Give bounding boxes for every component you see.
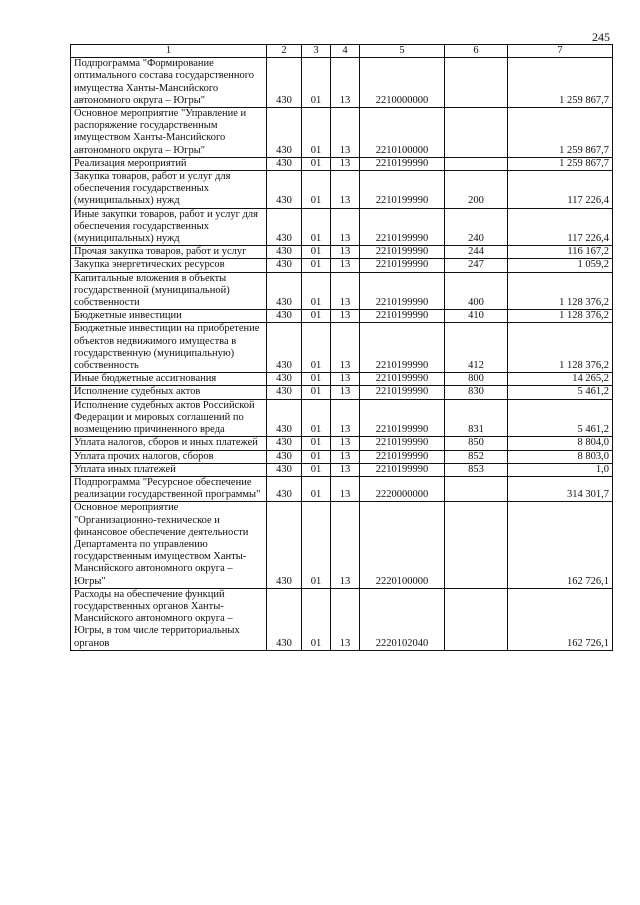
expense-type-cell: 247 <box>445 259 508 272</box>
amount-cell: 1 259 867,7 <box>508 108 613 158</box>
expense-type-cell: 240 <box>445 208 508 246</box>
row-name-cell: Иные закупки товаров, работ и услуг для обеспечения государственных (муниципальных) нужд <box>71 208 267 246</box>
amount-cell: 162 726,1 <box>508 502 613 588</box>
section-code-cell: 01 <box>302 450 331 463</box>
row-name-cell: Иные бюджетные ассигнования <box>71 373 267 386</box>
target-article-cell: 2210100000 <box>360 108 445 158</box>
admin-code-cell: 430 <box>267 588 302 650</box>
subsection-code-cell: 13 <box>331 208 360 246</box>
row-name-cell: Бюджетные инвестиции на приобретение объектов недвижимого имущества в государственную (муниципальную) собственность <box>71 323 267 373</box>
expense-type-cell <box>445 157 508 170</box>
table-row <box>71 272 613 310</box>
section-code-cell: 01 <box>302 108 331 158</box>
row-name-cell: Прочая закупка товаров, работ и услуг <box>71 246 267 259</box>
expense-type-cell: 400 <box>445 272 508 310</box>
row-name-cell: Уплата иных платежей <box>71 463 267 476</box>
section-code-cell: 01 <box>302 157 331 170</box>
target-article-cell: 2220000000 <box>360 476 445 501</box>
target-article-cell: 2210199990 <box>360 171 445 209</box>
table-row <box>71 588 613 650</box>
table-row <box>71 310 613 323</box>
table-row <box>71 476 613 501</box>
admin-code-cell: 430 <box>267 386 302 399</box>
subsection-code-cell: 13 <box>331 373 360 386</box>
table-row <box>71 399 613 437</box>
table-row <box>71 171 613 209</box>
expense-type-cell: 200 <box>445 171 508 209</box>
target-article-cell: 2210199990 <box>360 463 445 476</box>
section-code-cell: 01 <box>302 171 331 209</box>
table-body <box>71 58 613 651</box>
target-article-cell: 2210199990 <box>360 386 445 399</box>
row-name-cell: Основное мероприятие "Управление и распоряжение государственным имуществом Ханты-Мансийского автономного округа – Югры" <box>71 108 267 158</box>
subsection-code-cell: 13 <box>331 246 360 259</box>
subsection-code-cell: 13 <box>331 259 360 272</box>
target-article-cell: 2220102040 <box>360 588 445 650</box>
section-code-cell: 01 <box>302 437 331 450</box>
admin-code-cell: 430 <box>267 272 302 310</box>
subsection-code-cell: 13 <box>331 588 360 650</box>
row-name-cell: Закупка энергетических ресурсов <box>71 259 267 272</box>
amount-cell: 1 128 376,2 <box>508 272 613 310</box>
expense-type-cell: 410 <box>445 310 508 323</box>
admin-code-cell: 430 <box>267 373 302 386</box>
section-code-cell: 01 <box>302 310 331 323</box>
target-article-cell: 2210199990 <box>360 323 445 373</box>
expense-type-cell: 850 <box>445 437 508 450</box>
amount-cell: 1 128 376,2 <box>508 323 613 373</box>
subsection-code-cell: 13 <box>331 58 360 108</box>
subsection-code-cell: 13 <box>331 108 360 158</box>
row-name-cell: Уплата налогов, сборов и иных платежей <box>71 437 267 450</box>
table-row <box>71 157 613 170</box>
admin-code-cell: 430 <box>267 108 302 158</box>
table-row <box>71 463 613 476</box>
amount-cell: 117 226,4 <box>508 171 613 209</box>
section-code-cell: 01 <box>302 399 331 437</box>
target-article-cell: 2210199990 <box>360 208 445 246</box>
subsection-code-cell: 13 <box>331 272 360 310</box>
amount-cell: 116 167,2 <box>508 246 613 259</box>
admin-code-cell: 430 <box>267 171 302 209</box>
admin-code-cell: 430 <box>267 399 302 437</box>
admin-code-cell: 430 <box>267 310 302 323</box>
column-header: 3 <box>302 45 331 58</box>
table-row <box>71 437 613 450</box>
target-article-cell: 2210199990 <box>360 259 445 272</box>
amount-cell: 1 128 376,2 <box>508 310 613 323</box>
section-code-cell: 01 <box>302 502 331 588</box>
target-article-cell: 2210199990 <box>360 399 445 437</box>
expense-type-cell <box>445 502 508 588</box>
budget-table <box>70 44 613 651</box>
admin-code-cell: 430 <box>267 463 302 476</box>
section-code-cell: 01 <box>302 386 331 399</box>
expense-type-cell <box>445 108 508 158</box>
target-article-cell: 2210199990 <box>360 437 445 450</box>
row-name-cell: Расходы на обеспечение функций государственных органов Ханты-Мансийского автономного округа – Югры, в том числе территориальных органов <box>71 588 267 650</box>
admin-code-cell: 430 <box>267 450 302 463</box>
row-name-cell: Исполнение судебных актов <box>71 386 267 399</box>
table-row <box>71 208 613 246</box>
row-name-cell: Исполнение судебных актов Российской Федерации и мировых соглашений по возмещению причиненного вреда <box>71 399 267 437</box>
admin-code-cell: 430 <box>267 157 302 170</box>
subsection-code-cell: 13 <box>331 437 360 450</box>
subsection-code-cell: 13 <box>331 450 360 463</box>
admin-code-cell: 430 <box>267 437 302 450</box>
amount-cell: 8 804,0 <box>508 437 613 450</box>
amount-cell: 1 059,2 <box>508 259 613 272</box>
subsection-code-cell: 13 <box>331 502 360 588</box>
amount-cell: 162 726,1 <box>508 588 613 650</box>
column-header: 5 <box>360 45 445 58</box>
expense-type-cell: 830 <box>445 386 508 399</box>
target-article-cell: 2210199990 <box>360 246 445 259</box>
row-name-cell: Закупка товаров, работ и услуг для обеспечения государственных (муниципальных) нужд <box>71 171 267 209</box>
target-article-cell: 2210000000 <box>360 58 445 108</box>
row-name-cell: Основное мероприятие "Организационно-техническое и финансовое обеспечение деятельности Департамента по управлению государственным имуществом Ханты-Мансийского автономного округа – Югры" <box>71 502 267 588</box>
admin-code-cell: 430 <box>267 208 302 246</box>
expense-type-cell: 831 <box>445 399 508 437</box>
expense-type-cell: 852 <box>445 450 508 463</box>
table-row <box>71 108 613 158</box>
amount-cell: 1,0 <box>508 463 613 476</box>
table-row <box>71 373 613 386</box>
table-row <box>71 386 613 399</box>
target-article-cell: 2210199990 <box>360 373 445 386</box>
column-header: 1 <box>71 45 267 58</box>
amount-cell: 314 301,7 <box>508 476 613 501</box>
expense-type-cell: 244 <box>445 246 508 259</box>
expense-type-cell <box>445 58 508 108</box>
subsection-code-cell: 13 <box>331 171 360 209</box>
expense-type-cell <box>445 476 508 501</box>
table-row <box>71 450 613 463</box>
amount-cell: 117 226,4 <box>508 208 613 246</box>
section-code-cell: 01 <box>302 246 331 259</box>
table-row <box>71 58 613 108</box>
subsection-code-cell: 13 <box>331 323 360 373</box>
page-number: 245 <box>592 30 610 44</box>
amount-cell: 14 265,2 <box>508 373 613 386</box>
column-header: 4 <box>331 45 360 58</box>
amount-cell: 5 461,2 <box>508 386 613 399</box>
row-name-cell: Капитальные вложения в объекты государственной (муниципальной) собственности <box>71 272 267 310</box>
table-row <box>71 259 613 272</box>
column-header: 6 <box>445 45 508 58</box>
target-article-cell: 2210199990 <box>360 450 445 463</box>
target-article-cell: 2210199990 <box>360 157 445 170</box>
table-row <box>71 246 613 259</box>
admin-code-cell: 430 <box>267 58 302 108</box>
section-code-cell: 01 <box>302 259 331 272</box>
row-name-cell: Бюджетные инвестиции <box>71 310 267 323</box>
subsection-code-cell: 13 <box>331 310 360 323</box>
column-header: 7 <box>508 45 613 58</box>
section-code-cell: 01 <box>302 208 331 246</box>
admin-code-cell: 430 <box>267 323 302 373</box>
row-name-cell: Реализация мероприятий <box>71 157 267 170</box>
expense-type-cell <box>445 588 508 650</box>
expense-type-cell: 412 <box>445 323 508 373</box>
target-article-cell: 2210199990 <box>360 310 445 323</box>
column-header: 2 <box>267 45 302 58</box>
table-header-row <box>71 45 613 58</box>
row-name-cell: Уплата прочих налогов, сборов <box>71 450 267 463</box>
subsection-code-cell: 13 <box>331 399 360 437</box>
amount-cell: 1 259 867,7 <box>508 58 613 108</box>
section-code-cell: 01 <box>302 588 331 650</box>
admin-code-cell: 430 <box>267 259 302 272</box>
section-code-cell: 01 <box>302 476 331 501</box>
subsection-code-cell: 13 <box>331 463 360 476</box>
amount-cell: 5 461,2 <box>508 399 613 437</box>
target-article-cell: 2210199990 <box>360 272 445 310</box>
admin-code-cell: 430 <box>267 476 302 501</box>
expense-type-cell: 853 <box>445 463 508 476</box>
section-code-cell: 01 <box>302 323 331 373</box>
admin-code-cell: 430 <box>267 502 302 588</box>
target-article-cell: 2220100000 <box>360 502 445 588</box>
expense-type-cell: 800 <box>445 373 508 386</box>
amount-cell: 1 259 867,7 <box>508 157 613 170</box>
amount-cell: 8 803,0 <box>508 450 613 463</box>
section-code-cell: 01 <box>302 373 331 386</box>
subsection-code-cell: 13 <box>331 386 360 399</box>
section-code-cell: 01 <box>302 272 331 310</box>
section-code-cell: 01 <box>302 58 331 108</box>
table-row <box>71 502 613 588</box>
table-row <box>71 323 613 373</box>
section-code-cell: 01 <box>302 463 331 476</box>
row-name-cell: Подпрограмма "Формирование оптимального состава государственного имущества Ханты-Мансийского автономного округа – Югры" <box>71 58 267 108</box>
subsection-code-cell: 13 <box>331 157 360 170</box>
admin-code-cell: 430 <box>267 246 302 259</box>
subsection-code-cell: 13 <box>331 476 360 501</box>
row-name-cell: Подпрограмма "Ресурсное обеспечение реализации государственной программы" <box>71 476 267 501</box>
